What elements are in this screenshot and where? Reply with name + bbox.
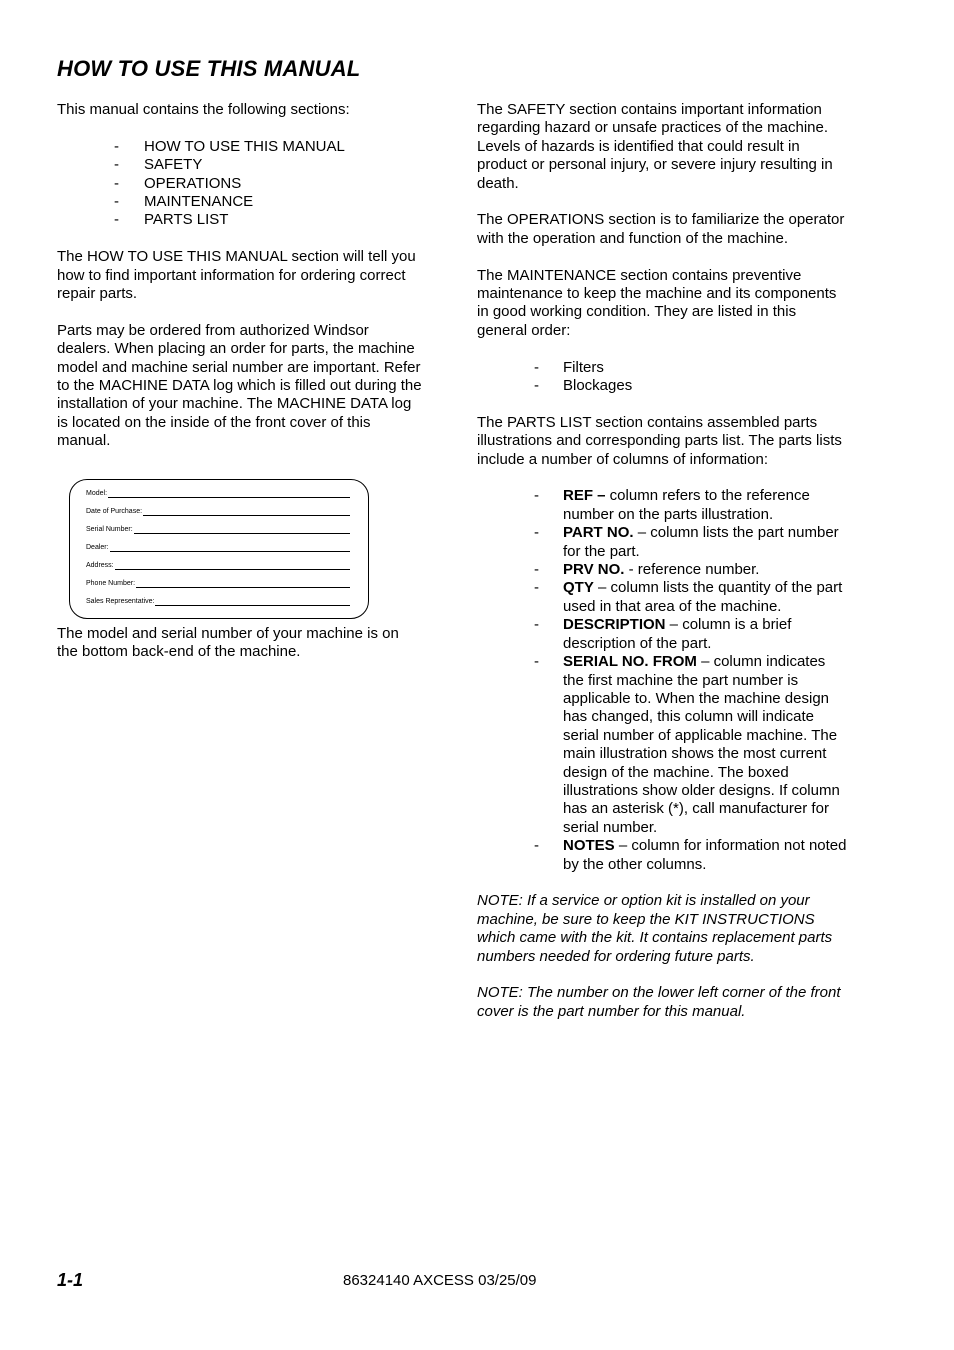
list-item: - PRV NO. - reference number. [534,561,760,579]
how-to-use-paragraph: The HOW TO USE THIS MANUAL section will tell you how to find important information for ordering correct repair parts. [57,248,416,303]
data-log-row: Model: [86,490,350,498]
maintenance-paragraph: The MAINTENANCE section contains preventive maintenance to keep the machine and its components in good working condition. They are listed in this general order: [477,266,837,339]
list-item: - REF – column refers to the reference number on the parts illustration. [534,487,810,523]
cover-number-note: NOTE: The number on the lower left corner of the front cover is the part number for this manual. [477,984,841,1020]
left-column [57,101,422,661]
list-item: - NOTES – column for information not noted by the other columns. [534,837,847,873]
list-item: - SAFETY [114,156,203,174]
page-number: 1-1 [57,1270,84,1290]
machine-data-log [69,479,369,619]
sections-list [57,138,422,230]
parts-columns-list [477,487,847,874]
list-item: - QTY – column lists the quantity of the part used in that area of the machine. [534,579,843,615]
list-item: - MAINTENANCE [114,193,254,211]
list-item: - HOW TO USE THIS MANUAL [114,137,345,155]
data-log-row: Date of Purchase: [86,508,350,516]
serial-location-paragraph: The model and serial number of your machine is on the bottom back-end of the machine. [57,624,399,661]
data-log-row: Serial Number: [86,526,350,534]
list-item: - PART NO. – column lists the part number for the part. [534,524,839,560]
parts-list-paragraph: The PARTS LIST section contains assembled parts illustrations and corresponding parts list. The parts lists include a number of columns of information: [477,413,842,468]
list-item: - DESCRIPTION – column is a brief description of the part. [534,616,792,652]
right-column [477,101,847,1021]
operations-paragraph: The OPERATIONS section is to familiarize the operator with the operation and function of the machine. [477,211,845,247]
list-item: - Filters [534,358,604,376]
data-log-row: Phone Number: [86,580,350,588]
document-id: 86324140 AXCESS 03/25/09 [343,1272,537,1289]
safety-paragraph: The SAFETY section contains important information regarding hazard or unsafe practices of the machine. Levels of hazards is identified that could result in product or personal injury, or severe injury resulting in death. [477,101,833,192]
ordering-parts-paragraph: Parts may be ordered from authorized Windsor dealers. When placing an order for parts, the machine model and machine serial number are important. Refer to the MACHINE DATA log which is filled out during the installation of your machine. The MACHINE DATA log is located on the inside of the front cover of this manual. [57,321,422,450]
data-log-row: Sales Representative: [86,598,350,606]
page-title: HOW TO USE THIS MANUAL [57,56,361,81]
intro-text: This manual contains the following sections: [57,101,350,118]
list-item: - PARTS LIST [114,211,229,229]
data-log-row: Dealer: [86,544,350,552]
maintenance-order-list [477,359,847,396]
list-item: - SERIAL NO. FROM – column indicates the first machine the part number is applicable to. When the machine design has changed, this column will indicate serial number of applicable machine. The main illustration shows the most current design of the machine. The boxed illustrations show older designs. If column has an asterisk (*), call manufacturer for serial number. [534,653,840,836]
data-log-row: Address: [86,562,350,570]
list-item: - Blockages [534,377,633,395]
list-item: - OPERATIONS [114,174,242,192]
kit-note: NOTE: If a service or option kit is installed on your machine, be sure to keep the KIT INSTRUCTIONS which came with the kit. It contains replacement parts numbers needed for ordering future parts. [477,892,833,965]
